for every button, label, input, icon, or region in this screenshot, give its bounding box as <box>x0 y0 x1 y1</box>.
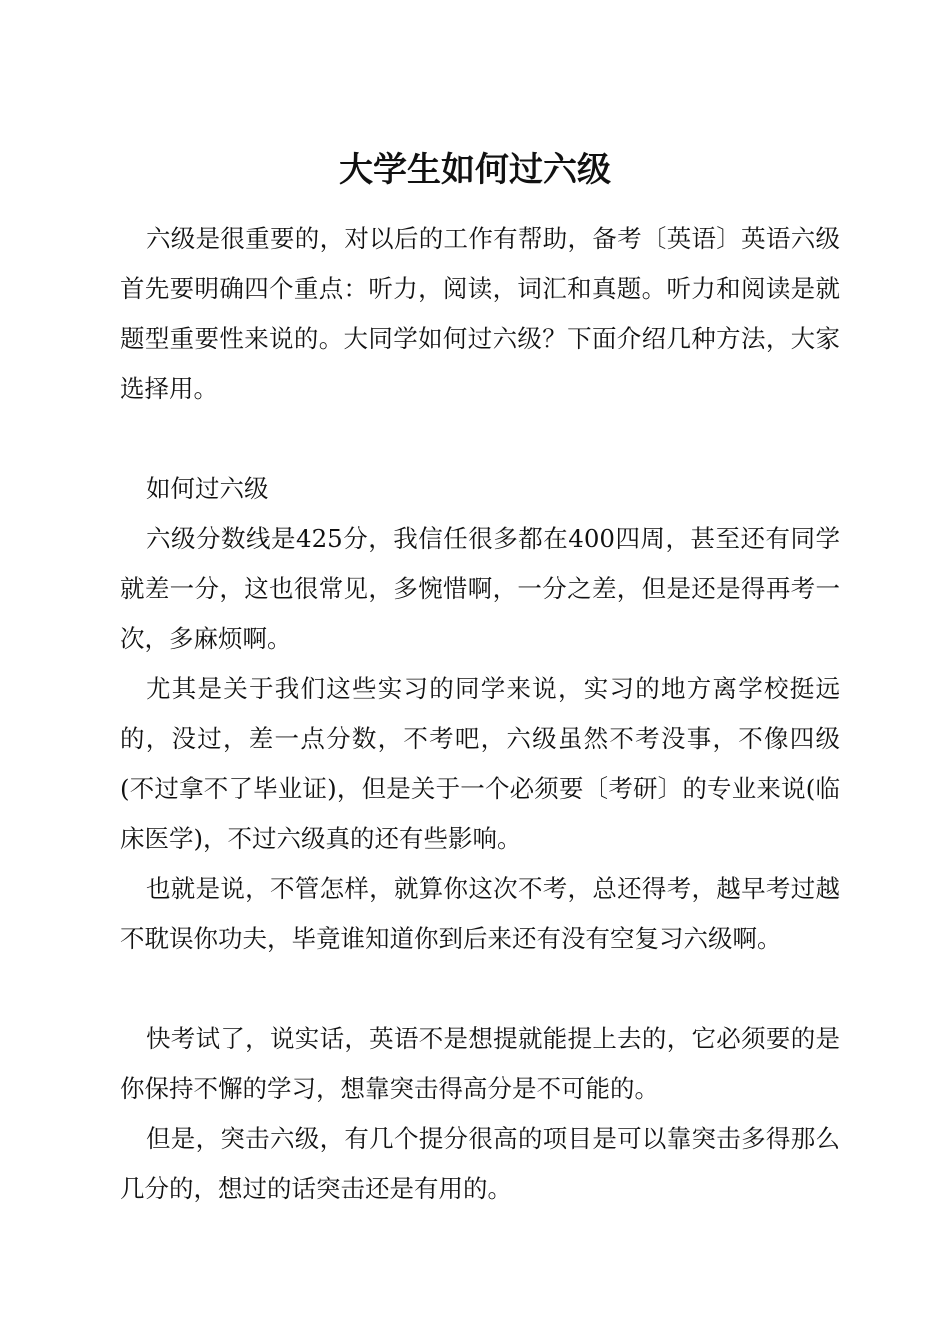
body-paragraph: 也就是说，不管怎样，就算你这次不考，总还得考，越早考过越不耽误你功夫，毕竟谁知道你到后来还有没有空复习六级啊。 <box>120 874 840 953</box>
body-paragraph: 快考试了，说实话，英语不是想提就能提上去的，它必须要的是你保持不懈的学习，想靠突击得高分是不可能的。 <box>120 1024 840 1103</box>
body-paragraph: 尤其是关于我们这些实习的同学来说，实习的地方离学校挺远的，没过，差一点分数，不考吧，六级虽然不考没事，不像四级(不过拿不了毕业证)，但是关于一个必须要〔考研〕的专业来说(临床医学)，不过六级真的还有些影响。 <box>120 674 840 853</box>
paragraph-spacer <box>120 414 840 464</box>
document-body <box>120 214 840 1214</box>
intro-paragraph: 六级是很重要的，对以后的工作有帮助，备考〔英语〕英语六级首先要明确四个重点：听力，阅读，词汇和真题。听力和阅读是就题型重要性来说的。大同学如何过六级？下面介绍几种方法，大家选择用。 <box>120 224 840 403</box>
body-paragraph: 但是，突击六级，有几个提分很高的项目是可以靠突击多得那么几分的，想过的话突击还是有用的。 <box>120 1124 840 1203</box>
paragraph-spacer <box>120 964 840 1014</box>
section-heading: 如何过六级 <box>146 474 269 503</box>
body-paragraph: 六级分数线是425分，我信任很多都在400四周，甚至还有同学就差一分，这也很常见，多惋惜啊，一分之差，但是还是得再考一次，多麻烦啊。 <box>120 524 840 653</box>
document-title: 大学生如何过六级 <box>339 150 611 190</box>
